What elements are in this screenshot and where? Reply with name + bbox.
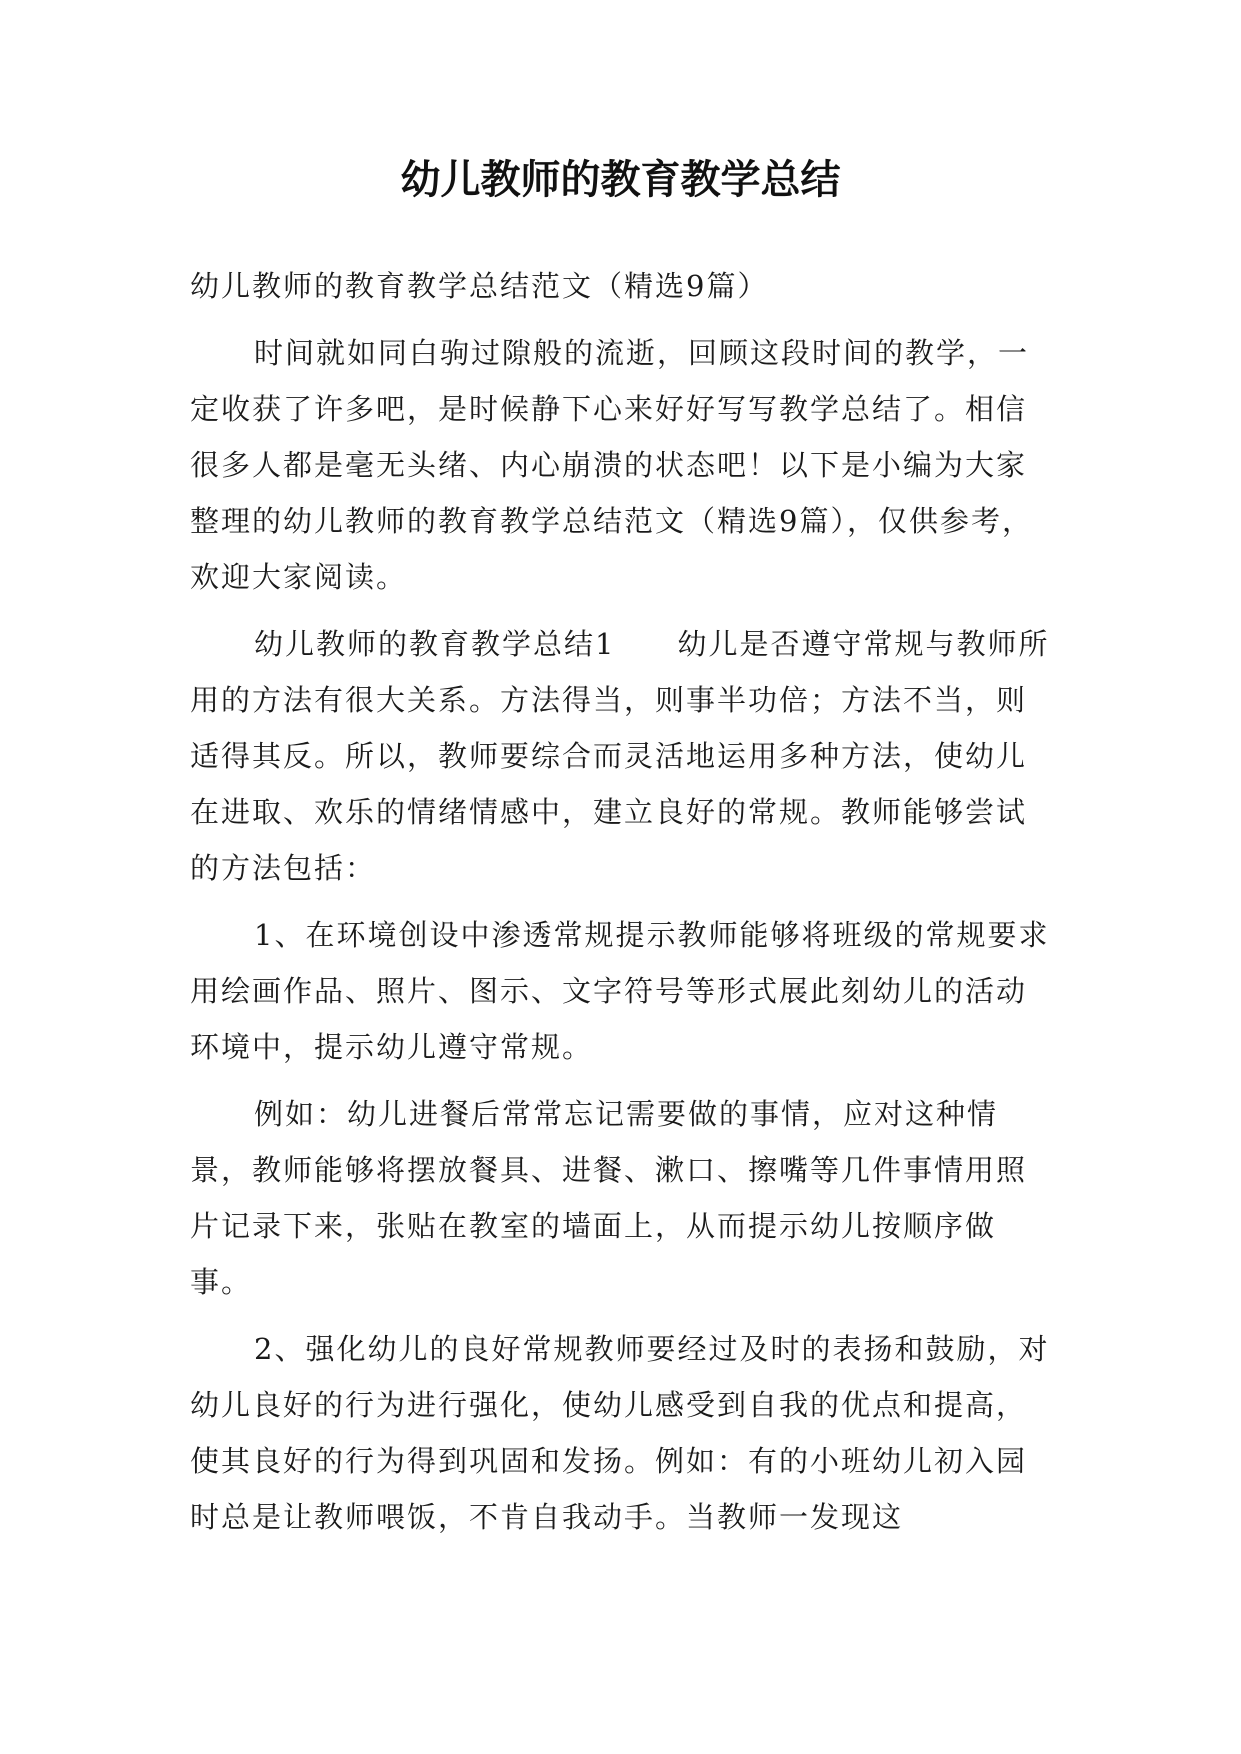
document-title: 幼儿教师的教育教学总结 — [400, 157, 841, 203]
paragraph-summary-1: 幼儿教师的教育教学总结1 幼儿是否遵守常规与教师所用的方法有很大关系。方法得当，则事半功倍；方法不当，则适得其反。所以，教师要综合而灵活地运用多种方法，使幼儿在进取、欢乐的情绪情感中，建立良好的常规。教师能够尝试的方法包括： — [190, 627, 1050, 885]
paragraph-point-1: 1、在环境创设中渗透常规提示教师能够将班级的常规要求用绘画作品、照片、图示、文字符号等形式展此刻幼儿的活动环境中，提示幼儿遵守常规。 — [190, 918, 1050, 1064]
paragraph-point-2: 2、强化幼儿的良好常规教师要经过及时的表扬和鼓励，对幼儿良好的行为进行强化，使幼儿感受到自我的优点和提高，使其良好的行为得到巩固和发扬。例如：有的小班幼儿初入园时总是让教师喂饭，不肯自我动手。当教师一发现这 — [190, 1332, 1050, 1534]
paragraph-intro: 时间就如同白驹过隙般的流逝，回顾这段时间的教学，一定收获了许多吧，是时候静下心来好好写写教学总结了。相信很多人都是毫无头绪、内心崩溃的状态吧！以下是小编为大家整理的幼儿教师的教育教学总结范文（精选9篇），仅供参考，欢迎大家阅读。 — [190, 336, 1033, 594]
document-body — [190, 258, 1050, 1545]
document-subtitle: 幼儿教师的教育教学总结范文（精选9篇） — [190, 269, 769, 303]
paragraph-example-1: 例如：幼儿进餐后常常忘记需要做的事情，应对这种情景，教师能够将摆放餐具、进餐、漱口、擦嘴等几件事情用照片记录下来，张贴在教室的墙面上，从而提示幼儿按顺序做事。 — [190, 1097, 1028, 1299]
